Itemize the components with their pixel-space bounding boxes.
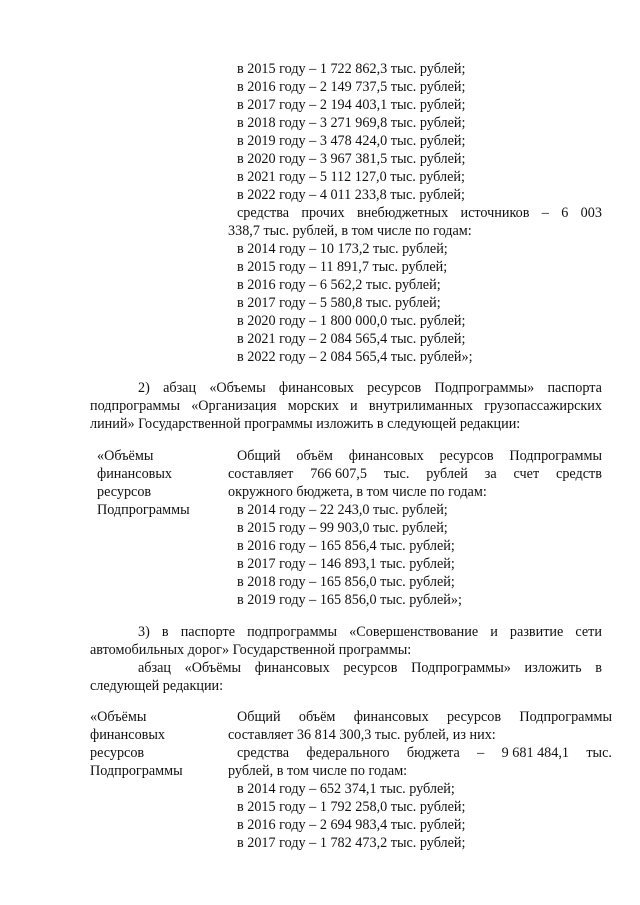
table2-year-line: в 2014 году – 22 243,0 тыс. рублей; xyxy=(237,502,448,518)
year-line-2022: в 2022 году – 4 011 233,8 тыс. рублей; xyxy=(237,187,465,203)
other-year-line: в 2014 году – 10 173,2 тыс. рублей; xyxy=(237,241,448,257)
word: – xyxy=(541,205,549,221)
word: тыс. xyxy=(586,745,612,761)
item3-line4: следующей редакции: xyxy=(90,678,224,694)
other-year-line: в 2021 году – 2 084 565,4 тыс. рублей; xyxy=(237,331,466,347)
table2-year-line: в 2018 году – 165 856,0 тыс. рублей; xyxy=(237,574,455,590)
word: Общий xyxy=(237,448,281,464)
word: и xyxy=(350,398,358,414)
word: внебюджетных xyxy=(356,205,449,221)
year-line-2017: в 2017 году – 2 194 403,1 тыс. рублей; xyxy=(237,97,466,113)
word: ресурсов xyxy=(367,380,422,396)
table2-year-line: в 2015 году – 99 903,0 тыс. рублей; xyxy=(237,520,448,536)
other-sources-line1 xyxy=(237,205,602,222)
word: морских xyxy=(287,398,339,414)
item3-line2: автомобильных дорог» Государственной программы: xyxy=(90,642,412,658)
word: «Организация xyxy=(191,398,277,414)
word: 6 xyxy=(561,205,569,221)
word: Подпрограммы xyxy=(519,709,612,725)
other-year-line: в 2020 году – 1 800 000,0 тыс. рублей; xyxy=(237,313,466,329)
word: 766 607,5 xyxy=(310,466,367,482)
word: подпрограммы xyxy=(247,624,338,640)
word: Подпрограммы» xyxy=(434,380,535,396)
word: подпрограммы xyxy=(90,398,180,414)
other-year-line: в 2017 году – 5 580,8 тыс. рублей; xyxy=(237,295,441,311)
word: прочих xyxy=(301,205,345,221)
word: «Объемы xyxy=(209,380,266,396)
year-line-2020: в 2020 году – 3 967 381,5 тыс. рублей; xyxy=(237,151,466,167)
other-sources-line2: 338,7 тыс. рублей, в том числе по годам: xyxy=(228,223,472,239)
word: средств xyxy=(556,466,602,482)
word: «Объёмы xyxy=(184,660,242,676)
table3-label-line: ресурсов xyxy=(90,745,145,761)
word: ресурсов xyxy=(439,448,494,464)
word: сети xyxy=(575,624,602,640)
word: составляет xyxy=(228,466,294,482)
word: за xyxy=(484,466,497,482)
word: объём xyxy=(298,709,336,725)
other-year-line: в 2022 году – 2 084 565,4 тыс. рублей»; xyxy=(237,349,473,365)
other-year-line: в 2015 году – 11 891,7 тыс. рублей; xyxy=(237,259,448,275)
word: «Совершенствование xyxy=(349,624,479,640)
table2-text-line2 xyxy=(228,466,602,483)
word: финансовых xyxy=(254,660,330,676)
word: грузопассажирских xyxy=(484,398,602,414)
table2-text-line3: окружного бюджета, в том числе по годам: xyxy=(228,484,487,500)
word: счет xyxy=(513,466,540,482)
table2-year-line: в 2019 году – 165 856,0 тыс. рублей»; xyxy=(237,592,462,608)
table3-text-line2: составляет 36 814 300,3 тыс. рублей, из них: xyxy=(228,727,496,743)
word: финансовых xyxy=(353,709,429,725)
word: и xyxy=(490,624,498,640)
item2-line3: линий» Государственной программы изложить в следующей редакции: xyxy=(90,416,521,432)
table3-text-line1 xyxy=(237,709,612,726)
word: внутрилиманных xyxy=(368,398,473,414)
table2-year-line: в 2016 году – 165 856,4 тыс. рублей; xyxy=(237,538,455,554)
word: ресурсов xyxy=(343,660,398,676)
word: 9 681 484,1 xyxy=(501,745,569,761)
word: Подпрограммы xyxy=(509,448,602,464)
table3-year-line: в 2016 году – 2 694 983,4 тыс. рублей; xyxy=(237,817,466,833)
word: развитие xyxy=(509,624,564,640)
word: – xyxy=(477,745,485,761)
word: паспорте xyxy=(180,624,235,640)
word: финансовых xyxy=(278,380,354,396)
year-line-2021: в 2021 году – 5 112 127,0 тыс. рублей; xyxy=(237,169,465,185)
item3-line1 xyxy=(138,624,602,641)
word: изложить xyxy=(524,660,582,676)
word: в xyxy=(161,624,169,640)
year-line-2019: в 2019 году – 3 478 424,0 тыс. рублей; xyxy=(237,133,466,149)
word: объём xyxy=(296,448,333,464)
table3-year-line: в 2015 году – 1 792 258,0 тыс. рублей; xyxy=(237,799,466,815)
table3-label-line: Подпрограммы xyxy=(90,763,183,779)
word: Подпрограммы» xyxy=(411,660,511,676)
item2-line1 xyxy=(138,380,602,397)
word: паспорта xyxy=(547,380,602,396)
table3-label-line: «Объёмы xyxy=(90,709,147,725)
table3-year-line: в 2014 году – 652 374,1 тыс. рублей; xyxy=(237,781,455,797)
table2-label-line: ресурсов xyxy=(97,484,152,500)
word: Общий xyxy=(237,709,281,725)
table2-year-line: в 2017 году – 146 893,1 тыс. рублей; xyxy=(237,556,455,572)
year-line-2015: в 2015 году – 1 722 862,3 тыс. рублей; xyxy=(237,61,466,77)
word: абзац xyxy=(163,380,197,396)
table2-label-line: «Объёмы xyxy=(97,448,154,464)
table3-label-line: финансовых xyxy=(90,727,165,743)
word: бюджета xyxy=(406,745,460,761)
table3-text-line4: рублей, в том числе по годам: xyxy=(228,763,408,779)
word: ресурсов xyxy=(446,709,502,725)
word: тыс. xyxy=(383,466,410,482)
table2-label-line: финансовых xyxy=(97,466,172,482)
item2-line2 xyxy=(90,398,602,415)
table2-text-line1 xyxy=(237,448,602,465)
word: средства xyxy=(237,745,290,761)
table3-year-line: в 2017 году – 1 782 473,2 тыс. рублей; xyxy=(237,835,466,851)
word: в xyxy=(595,660,602,676)
word: средства xyxy=(237,205,290,221)
word: источников xyxy=(460,205,530,221)
word: 3) xyxy=(138,624,150,640)
year-line-2018: в 2018 году – 3 271 969,8 тыс. рублей; xyxy=(237,115,466,131)
word: 2) xyxy=(138,380,150,396)
word: абзац xyxy=(138,660,172,676)
table3-text-line3 xyxy=(237,745,612,762)
word: 003 xyxy=(580,205,602,221)
word: рублей xyxy=(426,466,468,482)
other-year-line: в 2016 году – 6 562,2 тыс. рублей; xyxy=(237,277,441,293)
word: федерального xyxy=(306,745,390,761)
word: финансовых xyxy=(348,448,424,464)
year-line-2016: в 2016 году – 2 149 737,5 тыс. рублей; xyxy=(237,79,466,95)
item3-line3 xyxy=(138,660,602,677)
table2-label-line: Подпрограммы xyxy=(97,502,190,518)
